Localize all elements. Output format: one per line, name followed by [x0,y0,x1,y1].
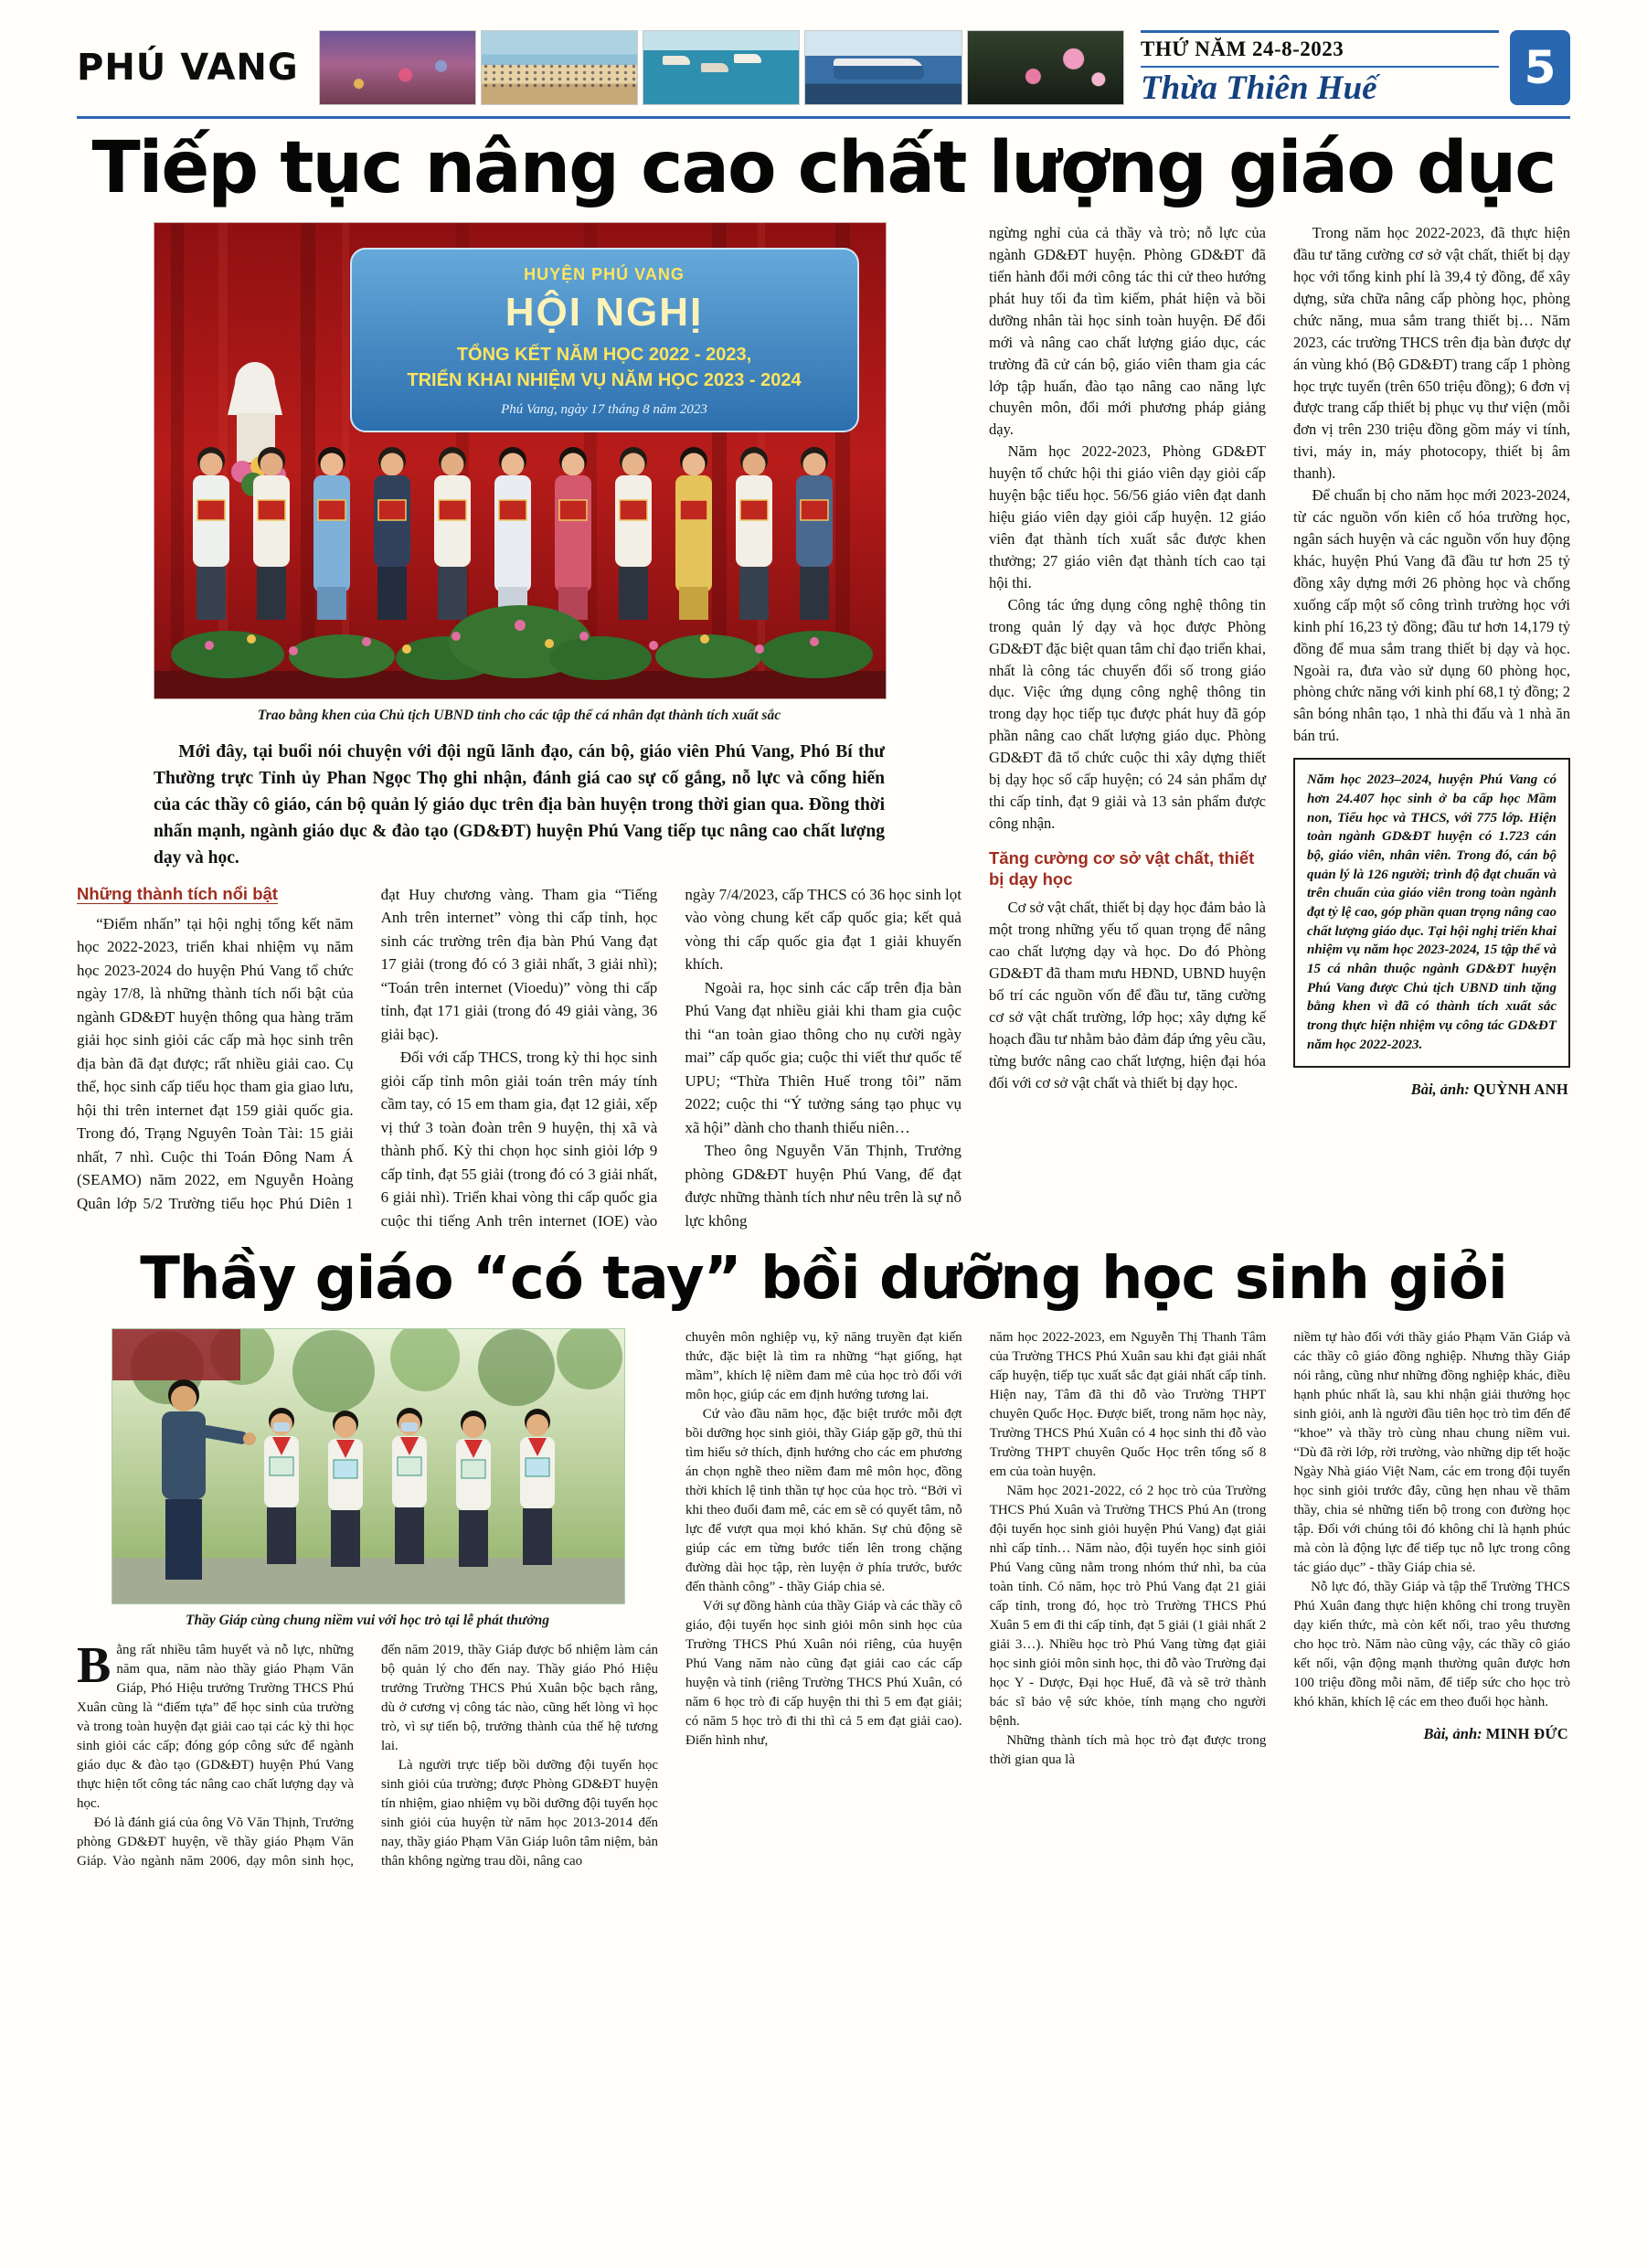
investment-text [1293,222,1570,747]
banner-date: Phú Vang, ngày 17 tháng 8 năm 2023 [501,402,707,418]
achievements-text [77,883,962,1233]
paragraph: Đó là đánh giá của ông Võ Văn Thịnh, Trưởng phòng GD&ĐT huyện, về thầy giáo Phạm Văn Giáp. Vào ngành năm 2006, dạy môn sinh học, đến năm 2019, thầy Giáp được bổ nhiệm làm cán bộ quản lý cho đến nay. Thầy giáo Phó Hiệu trưởng Trường THCS Phú Xuân bộc bạch rằng, dù ở cương vị công tác nào, cũng hết lòng vì học trò, vì sự tiến bộ, trưởng thành của thế hệ tương lai. [77,1643,658,1869]
article2-column-5 [1293,1328,1570,1871]
article1-right-region [989,222,1570,1232]
paragraph: Cơ sở vật chất, thiết bị dạy học đảm bảo là một trong những yếu tố quan trọng để nâng cao chất lượng dạy và học. Do đó Phòng GD&ĐT đã tham mưu HĐND, UBND huyện bố trí các nguồn vốn để đầu tư, tăng cường cơ sở vật chất trường, lớp học; xây dựng kế hoạch đầu tư nhằm bảo đảm đáp ứng yêu cầu, từng bước nâng cao chất lượng, hiện đại hóa đối với cơ sở vật chất và thiết bị dạy học. [989,899,1266,1091]
paragraph: Để chuẩn bị cho năm học mới 2023-2024, từ các nguồn vốn kiên cố hóa trường học, ngân sách huyện và các nguồn vốn huy động khác, huyện Phú Vang đã đầu tư hơn 25 tỷ đồng xây dựng mới 26 phòng học và chống xuống cấp một số công trình trường học với kinh phí 16,23 tỷ đồng; đầu tư hơn 14,179 tỷ đồng để mua sắm trang thiết bị dạy và học. Ngoài ra, đưa vào sử dụng 60 phòng học, phòng chức năng với kinh phí 68,1 tỷ đồng; 2 sân bóng nhân tạo, 1 nhà thi đấu và 1 nhà ăn bán trú. [1293,486,1570,745]
paragraph: năm học 2022-2023, em Nguyễn Thị Thanh Tâm của Trường THCS Phú Xuân sau khi đạt giải nhất cấp huyện, tiếp tục xuất sắc đạt giải nhất cấp tỉnh. Hiện nay, Tâm đã thi đỗ vào Trường THPT chuyên Quốc Học. Được biết, trong năm học này, Trường THCS Phú Xuân có 4 học sinh thi đỗ vào Trường THPT chuyên Quốc Học trên tổng số 8 em của toàn huyện. [989,1330,1267,1480]
paragraph: Theo ông Nguyễn Văn Thịnh, Trưởng phòng GD&ĐT huyện Phú Vang, để đạt được những thành tích như nêu trên là sự nỗ lực không [685,1142,962,1230]
paragraph: Với sự đồng hành của thầy Giáp và các thầy cô giáo, đội tuyển học sinh giỏi môn sinh học của Trường THCS Phú Xuân nói riêng, của huyện Phú Vang năm nào cũng đạt giải cao các cấp huyện và tỉnh (riêng Trường THCS Phú Xuân, có năm 6 học trò đi cấp huyện thi thì 5 em đạt giải; có năm 5 học trò đi thi thì cả 5 em đạt giải cao). Điển hình như, [685,1599,962,1749]
paragraph: Đối với cấp THCS, trong kỳ thi học sinh giỏi cấp tỉnh môn giải toán trên máy tính cầm tay, có 15 em tham gia, đạt 12 giải, xếp vị thứ 3 toàn đoàn trên 9 huyện, thị xã và thành phố. Kỳ thi chọn học sinh giỏi lớp 9 cấp tỉnh, đạt 55 giải (trong đó có 3 giải nhất, 6 giải nhì). Triển khai vòng thi cấp quốc gia cuộc thi tiếng Anh trên internet (IOE) vào ngày 7/4/2023, cấp THCS có 36 học sinh lọt vào vòng chung kết cấp quốc gia; kết quả vòng thi cấp quốc gia đạt 1 giải khuyến khích. [380,885,962,1230]
article-gifted-teacher [77,1245,1571,1871]
paragraph: ngừng nghỉ của cả thầy và trò; nỗ lực của ngành GD&ĐT huyện. Phòng GD&ĐT đã tiến hành đổi mới công tác thi cử theo hướng phát huy tối đa tìm kiếm, phát hiện và bồi dưỡng nhân tài học sinh toàn huyện. Để đổi mới và nâng cao chất lượng giáo dục, các trường đã cử cán bộ, giáo viên tham gia các lớp tập huấn, đào tạo nâng cao năng lực chuyên môn, đổi mới phương pháp giảng dạy. [989,224,1266,439]
byline-author: MINH ĐỨC [1485,1725,1569,1743]
paragraph: Ngoài ra, học sinh các cấp trên địa bàn Phú Vang đạt nhiều giải khi tham gia cuộc thi “an toàn giao thông cho nụ cười ngày mai” cấp quốc gia; cuộc thi viết thư quốc tế UPU; “Thừa Thiên Huế trong tôi” năm 2022; cuộc thi “Ý tưởng sáng tạo phục vụ xã hội” dành cho thanh thiếu niên… [685,978,962,1136]
paragraph: Nỗ lực đó, thầy Giáp và tập thể Trường THCS Phú Xuân đang thực hiện không chỉ trong truyền dạy kiến thức, mà còn kết nối, trao yêu thương cho học trò. Năm nào cũng vậy, các thầy cô giáo kết nối, vận động mạnh thường quân được hơn 100 triệu đồng mỗi năm, để tiếp sức cho học trò khó khăn, khích lệ các em theo đuổi học hành. [1293,1580,1571,1710]
paragraph: Công tác ứng dụng công nghệ thông tin trong quản lý dạy và học được Phòng GD&ĐT đặc biệt quan tâm chỉ đạo triển khai, nhất là công tác chuyển đổi số trong giáo dục. Việc ứng dụng công nghệ thông tin trong dạy học tiếp tục được phát huy đã góp phần nâng cao chất lượng giáo dục. Phòng GD&ĐT đã tổ chức cuộc thi xây dựng thiết bị dạy học số cấp huyện; có 24 sản phẩm dự thi cấp tỉnh, đạt 9 giải và 13 sản phẩm được công nhận. [989,595,1266,832]
article1-photo-caption: Trao bằng khen của Chủ tịch UBND tỉnh cho các tập thể cá nhân đạt thành tích xuất sắc [257,708,781,724]
dropcap: B [77,1637,112,1695]
page-header [77,27,1570,108]
article1-column-4 [989,222,1266,1232]
paragraph: Cứ vào đầu năm học, đặc biệt trước mỗi đợt bồi dưỡng học sinh giỏi, thầy Giáp gặp gỡ, thủ thỉ tìm hiểu sở thích, định hướng cho các em phương án chọn nghề theo niềm đam mê môn học, đồng thời khích lệ tinh thần tự học của học trò. “Bởi vì khi theo đuổi đam mê, các em sẽ có quyết tâm, nỗ lực để vượt qua mọi khó khăn. Sự chủ động sẽ giúp các em từng bước tiến lên trong chặng đường dài học tập, rèn luyện ở phía trước, bước đến thành công” - thầy Giáp chia sẻ. [685,1407,962,1595]
conference-photo [154,222,887,699]
article2-byline [1295,1723,1568,1744]
article-education-quality [77,127,1570,1232]
paragraph: niềm tự hào đối với thầy giáo Phạm Văn Giáp và các thầy cô giáo đồng nghiệp. Nhưng thầy Giáp nói rằng, cũng như những đồng nghiệp khác, điều hạnh phúc nhất là, sau khi nhận giải thưởng học sinh giỏi, anh là người đầu tiên học trò tìm đến để “khoe” và thầy trò cùng nhau chung niềm vui. “Dù đã rời lớp, rời trường, vào những dịp tết hoặc Ngày Nhà giáo Việt Nam, các em trong đội tuyển học sinh giỏi trước đây, cũng hẹn nhau về thăm thầy, chia sẻ những tiến bộ trong con đường học tập. Đối với chúng tôi đó không chỉ là hạnh phúc mà còn là động lực để tiếp tục nỗ lực trong công tác giáo dục” - thầy Giáp chia sẻ. [1293,1330,1571,1576]
article1-headline: Tiếp tục nâng cao chất lượng giáo dục [91,127,1556,209]
fishing-boat-photo [804,30,962,105]
beach-crowd-photo [481,30,638,105]
festival-procession-photo [319,30,476,105]
article2-column-3 [685,1328,962,1871]
issue-date: THỨ NĂM 24-8-2023 [1141,37,1499,68]
facilities-text [989,897,1266,1093]
section-heading-facilities: Tăng cường cơ sở vật chất, thiết bị dạy học [989,847,1255,889]
paragraph: Năm học 2022-2023, Phòng GD&ĐT huyện tổ chức hội thi giáo viên dạy giỏi cấp huyện bậc tiểu học. 56/56 giáo viên đạt danh hiệu giáo viên dạy giỏi cấp huyện. 12 giáo viên đạt thành tích xuất sắc được khen thưởng; 27 giáo viên đạt thành tích cao tại hội thi. [989,442,1266,591]
article1-left-region [77,222,962,1232]
column4-text [989,222,1266,835]
article2-photo-caption: Thầy Giáp cùng chung niềm vui với học trò tại lễ phát thưởng [186,1613,549,1629]
statistics-box [1293,758,1570,1067]
paragraph: Trong năm học 2022-2023, đã thực hiện đầu tư tăng cường cơ sở vật chất, thiết bị dạy học với tổng kinh phí là 39,4 tỷ đồng, để xây dựng, sửa chữa nâng cấp phòng học, phòng chức năng, mua sắm trang thiết bị… Năm 2023, các trường THCS trên địa bàn được dự án vùng khó (Bộ GD&ĐT) trang cấp 1 phòng học trực tuyến (trên 650 triệu đồng); 6 đơn vị được trang cấp thiết bị phục vụ thư viện (mỗi đơn vị trên 230 triệu đồng gồm máy vi tính, tivi, máy in, máy photocopy, thiết bị âm thanh). [1293,224,1570,483]
article2-column-5-text [1293,1328,1570,1712]
paragraph [77,1637,354,1814]
paragraph: Những thành tích mà học trò đạt được trong thời gian qua là [989,1733,1267,1768]
article2-left-columns [77,1637,658,1871]
article2-right-region [685,1328,1570,1871]
banner-line-2: TRIỂN KHAI NHIỆM VỤ NĂM HỌC 2023 - 2024 [407,370,802,391]
newspaper-masthead: Thừa Thiên Huế [1141,69,1377,107]
byline-label: Bài, ảnh: [1410,1080,1470,1098]
stage-backdrop [112,1329,240,1380]
paragraph: Năm học 2021-2022, có 2 học trò của Trường THCS Phú Xuân và Trường THCS Phú An (trong đội tuyển học sinh giỏi huyện Phú Vang) đạt giải nhì cấp tỉnh… Năm nào, đội tuyển học sinh giỏi Phú Vang cũng nằm trong nhóm thứ nhì, ba của toàn tỉnh. Có năm, học trò Phú Vang đạt 21 giải cấp tỉnh, trong đó, học trò Trường THCS Phú Xuân 5 em đi thi cấp tỉnh, đạt 5 giải (1 giải nhất 2 giải 3…). Nhiều học trò Phú Vang từng đạt giải học sinh giỏi môn sinh học, thi đỗ vào Trường đại học Y - Dược, Đại học Huế, đã và sẽ trở thành bác sĩ bảo vệ sức khỏe, tính mạng cho người bệnh. [989,1484,1267,1730]
paragraph: Là người trực tiếp bồi dưỡng đội tuyển học sinh giỏi của trường; được Phòng GD&ĐT huyện tín nhiệm, giao nhiệm vụ bồi dưỡng đội tuyển học sinh giỏi của huyện từ năm học 2013-2014 đến nay, thầy giáo Phạm Văn Giáp luôn tâm niệm, bản thân không ngừng trau dồi, nâng cao [381,1758,658,1869]
article2-headline: Thầy giáo “có tay” bồi dưỡng học sinh giỏi [140,1245,1507,1314]
article1-byline [1295,1079,1568,1101]
section-heading-achievements: Những thành tích nổi bật [77,883,278,903]
article2-left-region [77,1328,658,1871]
byline-author: QUỲNH ANH [1473,1080,1568,1098]
paragraph: chuyên môn nghiệp vụ, kỹ năng truyền đạt kiến thức, đặc biệt là tìm ra những “hạt giống, hạt mầm”, khích lệ niềm đam mê của học trò đối với môn học, giúp các em định hướng tương lai. [685,1330,962,1403]
banner-line-1: TỔNG KẾT NĂM HỌC 2022 - 2023, [456,345,752,366]
masthead-text-block [1141,30,1499,105]
stage-banner [351,249,858,431]
article1-figure [154,222,885,725]
article2-column-4 [990,1328,1267,1871]
article1-column-5 [1293,222,1570,1232]
byline-label: Bài, ảnh: [1423,1725,1482,1743]
award-ceremony-photo [112,1328,625,1604]
boat-festival-photo [643,30,800,105]
article2-figure [112,1328,623,1630]
article1-lede: Mới đây, tại buổi nói chuyện với đội ngũ lãnh đạo, cán bộ, giáo viên Phú Vang, Phó Bí thư Thường trực Tỉnh ủy Phan Ngọc Thọ ghi nhận, đánh giá cao sự cố gắng, nỗ lực và cống hiến của các thầy cô giáo, cán bộ quản lý giáo dục trên địa bàn huyện trong thời gian qua. Đồng thời nhấn mạnh, ngành giáo dục & đào tạo (GD&ĐT) huyện Phú Vang tiếp tục nâng cao chất lượng dạy và học. [154,742,885,868]
paragraph: “Điểm nhấn” tại hội nghị tổng kết năm học 2022-2023, triển khai nhiệm vụ năm học 2023-2024 do huyện Phú Vang tổ chức ngày 17/8, là những thành tích nổi bật của ngành GD&ĐT huyện thông qua hàng trăm giải học sinh giỏi các cấp mà học sinh trên địa bàn đã đạt được; rất nhiều giải cao. Cụ thể, học sinh cấp tiểu học tham gia giao lưu, hội thi trên internet đạt 159 giải quốc gia. Trong đó, Trạng Nguyên Toàn Tài: 15 giải nhất, 7 nhì. Cuộc thi Toán Đông Nam Á (SEAMO) năm 2022, em Nguyễn Hoàng Quân lớp 5/2 Trường tiểu học Phú Diên 1 đạt Huy chương vàng. Tham gia “Tiếng Anh trên internet” vòng thi cấp tỉnh, học sinh các trường trên địa bàn Phú Vang đạt 17 giải (trong đó có 3 giải nhất, 3 giải nhì); “Toán trên internet (Vioedu)” vòng thi cấp tỉnh, đạt 171 giải (trong đó 49 giải vàng, 36 giải bạc). [77,885,658,1212]
header-photo-strip [319,30,1124,105]
statistics-box-text [1307,771,1557,1054]
page-number: 5 [1510,30,1570,105]
masthead-block [1141,30,1570,105]
lotus-flowers-photo [967,30,1124,105]
banner-organization: HUYỆN PHÚ VANG [524,265,685,284]
article1-achievements-columns [77,883,962,1233]
paragraph: Năm học 2023–2024, huyện Phú Vang có hơn 24.407 học sinh ở ba cấp học Mầm non, Tiểu học và THCS, với 775 lớp. Hiện toàn ngành GD&ĐT huyện có 1.723 cán bộ, giáo viên, nhân viên. Trong đó, cán bộ quản lý là 126 người; trình độ đạt chuẩn và trên chuẩn của giáo viên trong toàn ngành đạt tỷ lệ cao, góp phần quan trọng nâng cao chất lượng giáo dục. Tại hội nghị triển khai nhiệm vụ năm học 2023-2024, 15 tập thể và 15 cá nhân thuộc ngành GD&ĐT huyện Phú Vang được Chủ tịch UBND tỉnh tặng bằng khen vì đã có thành tích xuất sắc trong thực hiện nhiệm vụ công tác GD&ĐT năm học 2022-2023. [1307,772,1557,1052]
header-divider [77,116,1570,119]
paragraph-text: ằng rất nhiều tâm huyết và nỗ lực, những năm qua, năm nào thầy giáo Phạm Văn Giáp, Phó Hiệu trưởng Trường THCS Phú Xuân cũng là “điểm tựa” để học sinh của trường và trong toàn huyện đạt giải cao tại các kỳ thi học sinh giỏi các cấp; đóng góp công sức để ngành giáo dục & đào tạo (GD&ĐT) huyện Phú Vang thực hiện tốt công tác nâng cao chất lượng dạy và học. [77,1643,354,1812]
banner-title: HỘI NGHỊ [505,290,704,335]
section-title: PHÚ VANG [77,47,299,89]
